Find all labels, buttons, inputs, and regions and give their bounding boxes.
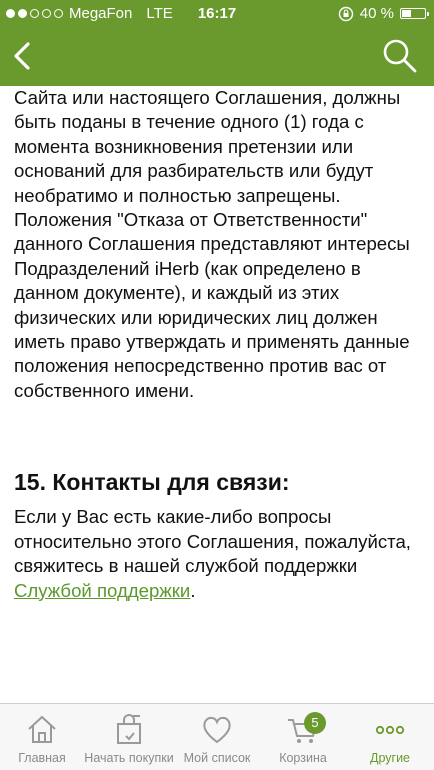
tab-cart[interactable] xyxy=(260,704,346,770)
tab-start-shopping[interactable] xyxy=(84,704,174,770)
search-button[interactable] xyxy=(380,36,420,76)
tab-label: Другие xyxy=(369,751,411,765)
contact-paragraph xyxy=(14,505,420,603)
tab-other[interactable] xyxy=(346,704,434,770)
home-icon xyxy=(25,712,59,746)
section-title: 15. Контакты для связи: xyxy=(14,469,290,496)
more-dots-icon xyxy=(373,712,407,746)
status-bar xyxy=(0,0,434,26)
shopping-bag-icon xyxy=(112,712,146,746)
contact-end: . xyxy=(190,579,196,601)
agreement-content xyxy=(14,86,420,603)
battery-icon xyxy=(400,8,426,19)
contact-text: Если у Вас есть какие-либо вопросы относительно этого Соглашения, пожалуйста, свяжитесь в нашей службой поддержки xyxy=(14,506,411,577)
battery-percent: 40 % xyxy=(359,5,394,22)
tab-my-list[interactable] xyxy=(174,704,260,770)
heart-icon xyxy=(200,712,234,746)
carrier-label: MegaFon xyxy=(69,5,133,22)
agreement-paragraph: Сайта или настоящего Соглашения, должны быть поданы в течение одного (1) года с момента возникновения претензии или оснований для разбирательств или будут необратимо и полностью запрещены. Положения "Отказа от Ответственности" данного Соглашения представляют интересы Подразделений iHerb (как определено в данном документе), и каждый из этих физических или юридических лиц должен иметь право утверждать и применять данные положения непосредственно против вас от собственного имени. xyxy=(14,87,410,401)
clock: 16:17 xyxy=(197,5,237,22)
cart-count-badge: 5 xyxy=(304,712,326,734)
tab-label: Начать покупки xyxy=(84,751,174,765)
orientation-lock-icon xyxy=(338,6,354,22)
support-link[interactable]: Службой поддержки xyxy=(14,579,191,601)
tab-bar xyxy=(0,703,434,770)
tab-home[interactable] xyxy=(0,704,84,770)
back-button[interactable] xyxy=(8,36,42,76)
tab-label: Корзина xyxy=(279,751,327,765)
tab-label: Мой список xyxy=(183,751,251,765)
top-bar xyxy=(0,0,434,86)
tab-label: Главная xyxy=(18,751,66,765)
network-label: LTE xyxy=(146,5,173,22)
